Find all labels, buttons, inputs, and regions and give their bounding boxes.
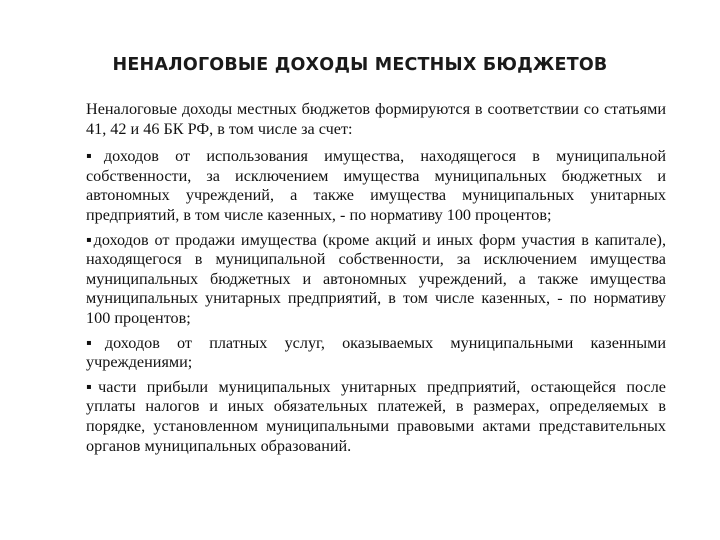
bullet-marker-icon: ▪ [86,333,105,352]
bullet-marker-icon: ▪ [86,147,104,166]
intro-paragraph: Неналоговые доходы местных бюджетов формируются в соответствии со статьями 41, 42 и 46 БК РФ, в том числе за счет: [86,100,666,138]
bullet-text: доходов от платных услуг, оказываемых муниципальными казенными учреждениями; [86,333,666,372]
slide-title: НЕНАЛОГОВЫЕ ДОХОДЫ МЕСТНЫХ БЮДЖЕТОВ [112,55,608,75]
bullet-item [86,147,666,225]
bullet-marker-icon: ▪ [86,230,94,249]
bullet-text: доходов от использования имущества, находящегося в муниципальной собственности, за исключением имущества муниципальных бюджетных и автономных учреждений, а также имущества муниципальных унитарных предприятий, в том числе казенных, - по нормативу 100 процентов; [86,147,666,224]
bullet-item [86,378,666,456]
slide-body [86,100,666,461]
bullet-text: доходов от продажи имущества (кроме акций и иных форм участия в капитале), находящегося в муниципальной собственности, за исключением имущества муниципальных бюджетных и автономных учреждений, а также имущества муниципальных унитарных предприятий, в том числе казенных, - по нормативу 100 процентов; [86,230,666,327]
bullet-item [86,334,666,373]
bullet-marker-icon: ▪ [86,377,99,396]
bullet-text: части прибыли муниципальных унитарных предприятий, остающейся после уплаты налогов и иных обязательных платежей, в размерах, определяемых в порядке, установленном муниципальными правовыми актами представительных органов муниципальных образований. [86,377,666,455]
bullet-item [86,231,666,329]
